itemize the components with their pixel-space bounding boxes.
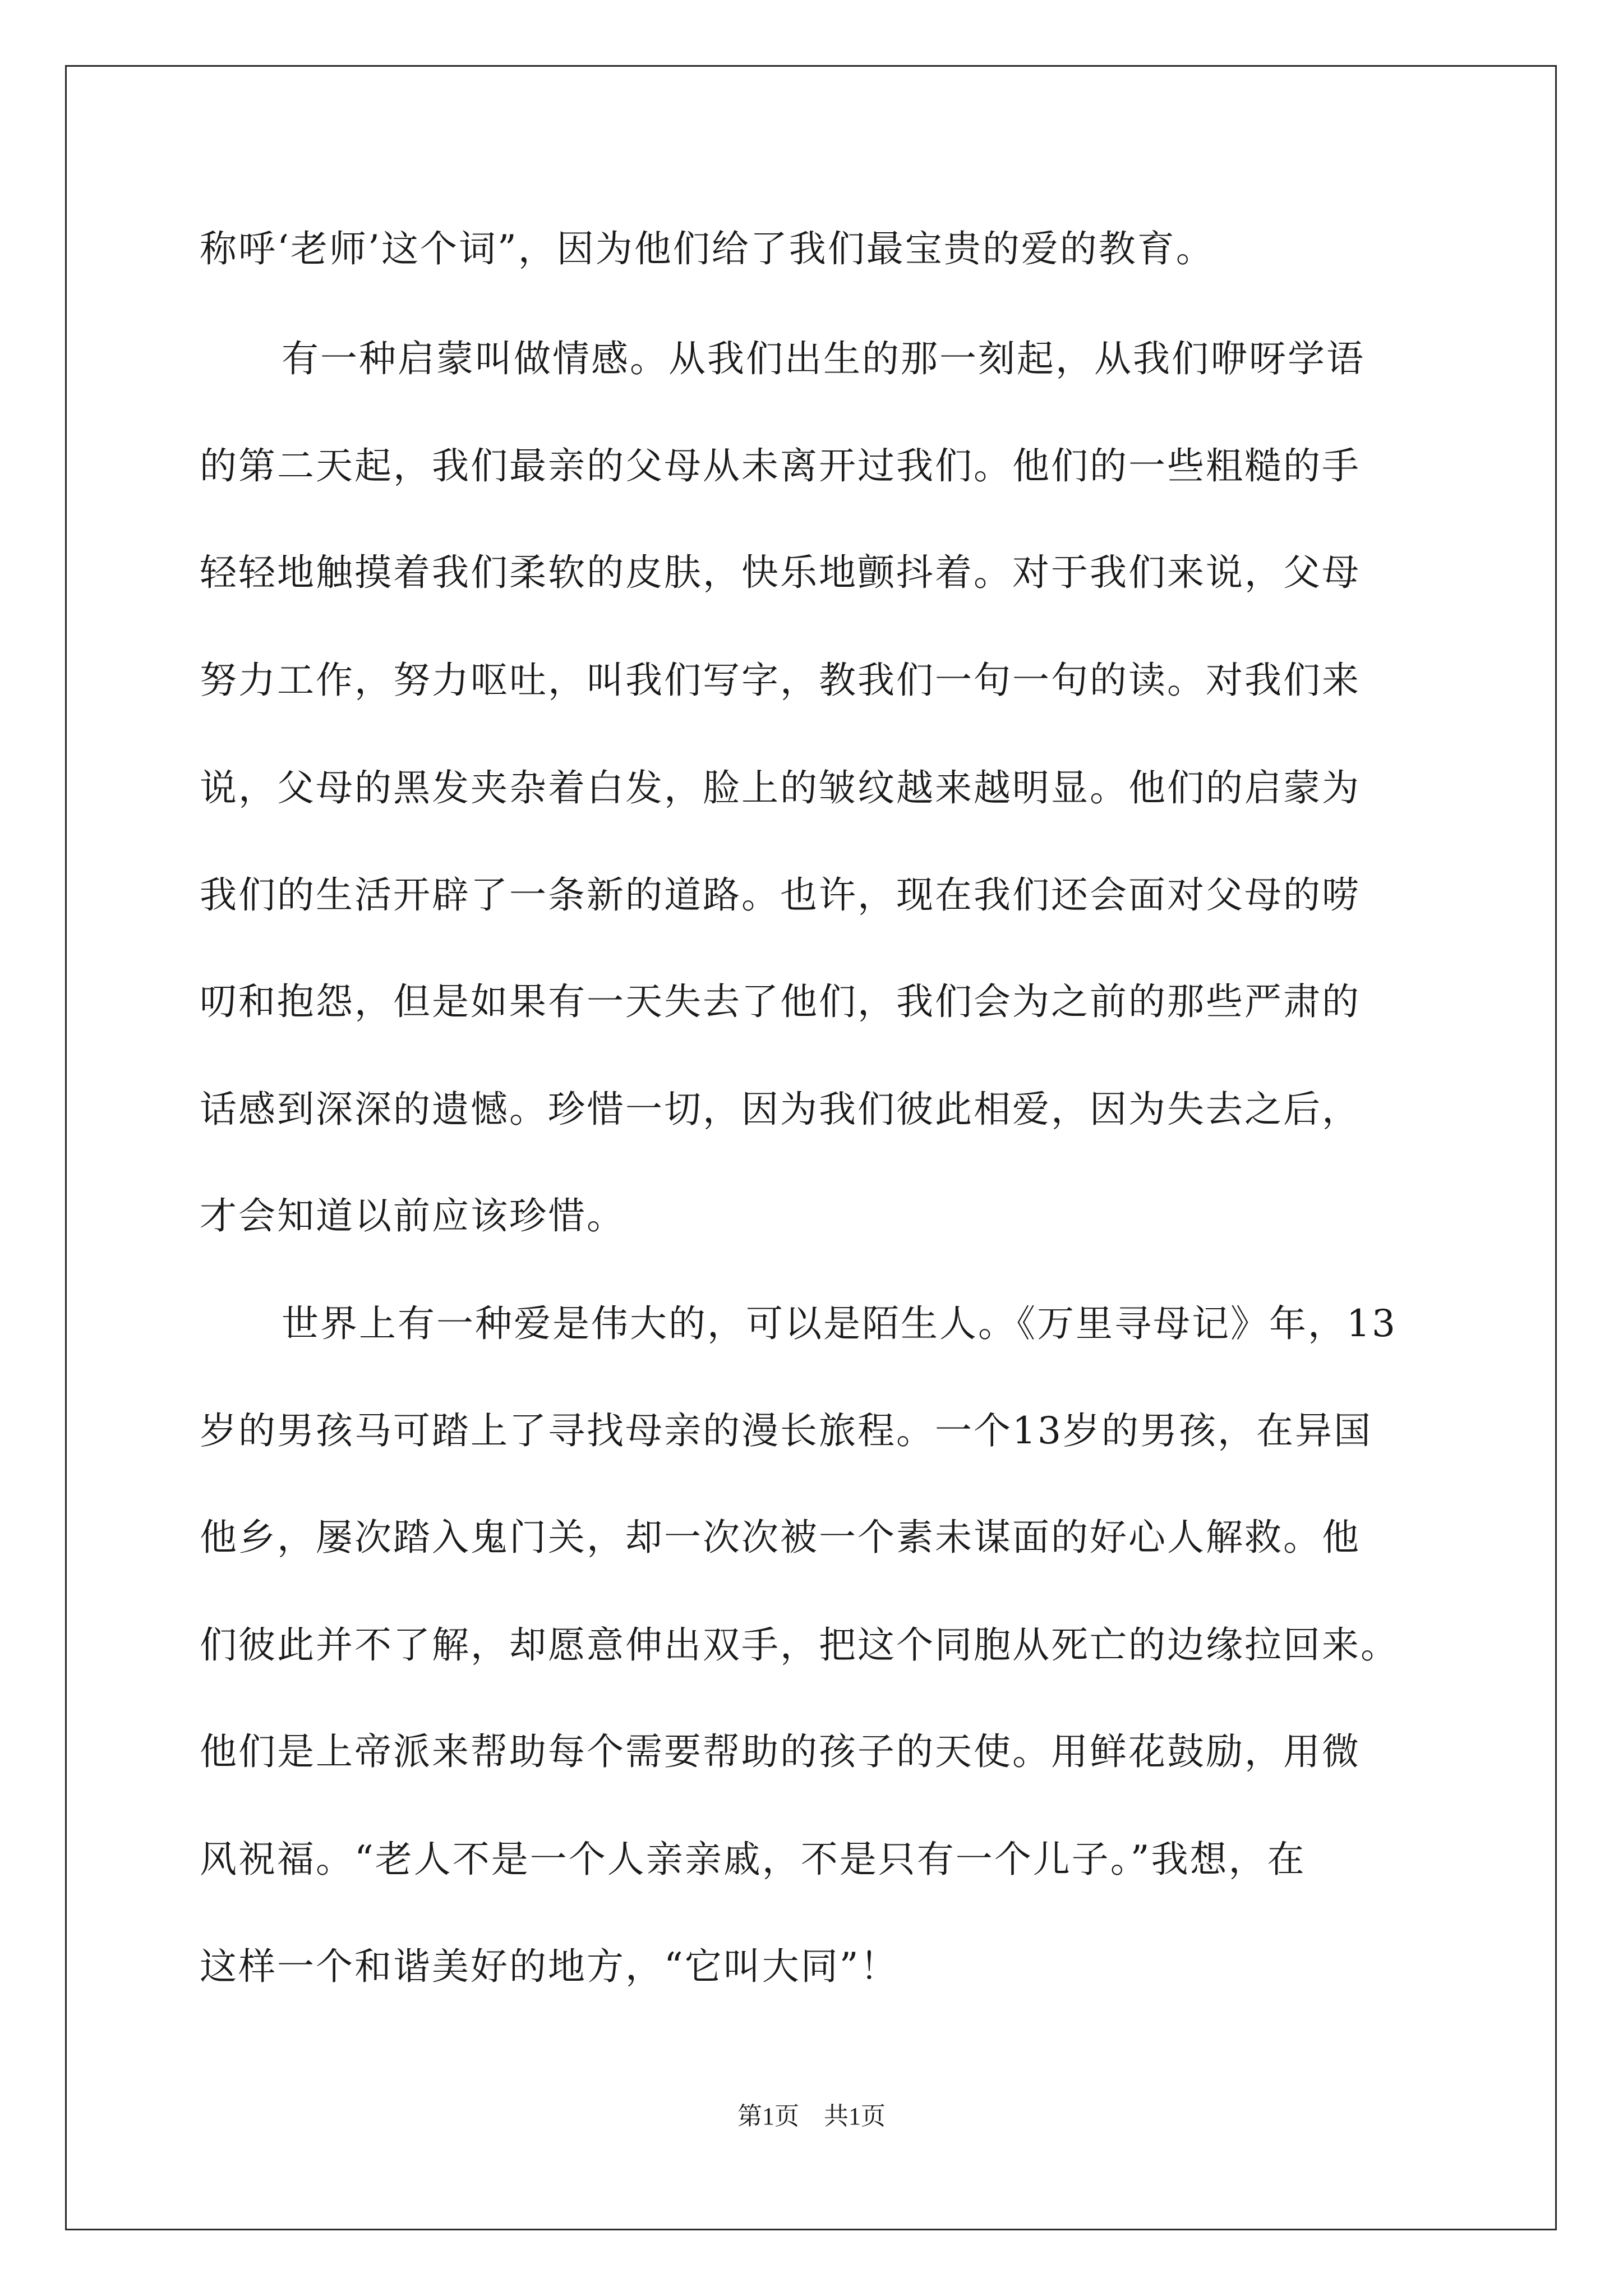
text-line: 他们是上帝派来帮助每个需要帮助的孩子的天使。用鲜花鼓励，用微 bbox=[200, 1730, 1361, 1773]
text-line: 轻轻地触摸着我们柔软的皮肤，快乐地颤抖着。对于我们来说，父母 bbox=[200, 551, 1361, 594]
text-line: 们彼此并不了解，却愿意伸出双手，把这个同胞从死亡的边缘拉回来。 bbox=[200, 1623, 1399, 1667]
text-line: 有一种启蒙叫做情感。从我们出生的那一刻起，从我们咿呀学语 bbox=[282, 337, 1365, 380]
page-footer bbox=[0, 2100, 1623, 2133]
text-line: 世界上有一种爱是伟大的，可以是陌生人。《万里寻母记》年，13 bbox=[282, 1302, 1397, 1345]
text-line: 才会知道以前应该珍惜。 bbox=[200, 1194, 625, 1237]
page-number: 第1页 bbox=[737, 2102, 799, 2130]
text-line: 他乡，屡次踏入鬼门关，却一次次被一个素未谋面的好心人解救。他 bbox=[200, 1516, 1361, 1559]
text-line: 的第二天起，我们最亲的父母从未离开过我们。他们的一些粗糙的手 bbox=[200, 444, 1361, 487]
text-line: 风祝福。“老人不是一个人亲亲戚，不是只有一个儿子。”我想，在 bbox=[200, 1838, 1306, 1881]
page-total: 共1页 bbox=[824, 2102, 886, 2130]
text-line: 这样一个和谐美好的地方，“它叫大同”！ bbox=[200, 1945, 899, 1988]
text-line: 努力工作，努力呕吐，叫我们写字，教我们一句一句的读。对我们来 bbox=[200, 659, 1361, 702]
text-line: 说，父母的黑发夹杂着白发，脸上的皱纹越来越明显。他们的启蒙为 bbox=[200, 766, 1361, 809]
text-line: 话感到深深的遗憾。珍惜一切，因为我们彼此相爱，因为失去之后， bbox=[200, 1088, 1361, 1131]
text-line: 岁的男孩马可踏上了寻找母亲的漫长旅程。一个13岁的男孩，在异国 bbox=[200, 1409, 1372, 1452]
text-line: 叨和抱怨，但是如果有一天失去了他们，我们会为之前的那些严肃的 bbox=[200, 980, 1361, 1023]
text-line: 称呼‘老师’这个词”，因为他们给了我们最宝贵的爱的教育。 bbox=[200, 227, 1215, 270]
text-line: 我们的生活开辟了一条新的道路。也许，现在我们还会面对父母的唠 bbox=[200, 873, 1361, 917]
page-border bbox=[65, 65, 1557, 2230]
